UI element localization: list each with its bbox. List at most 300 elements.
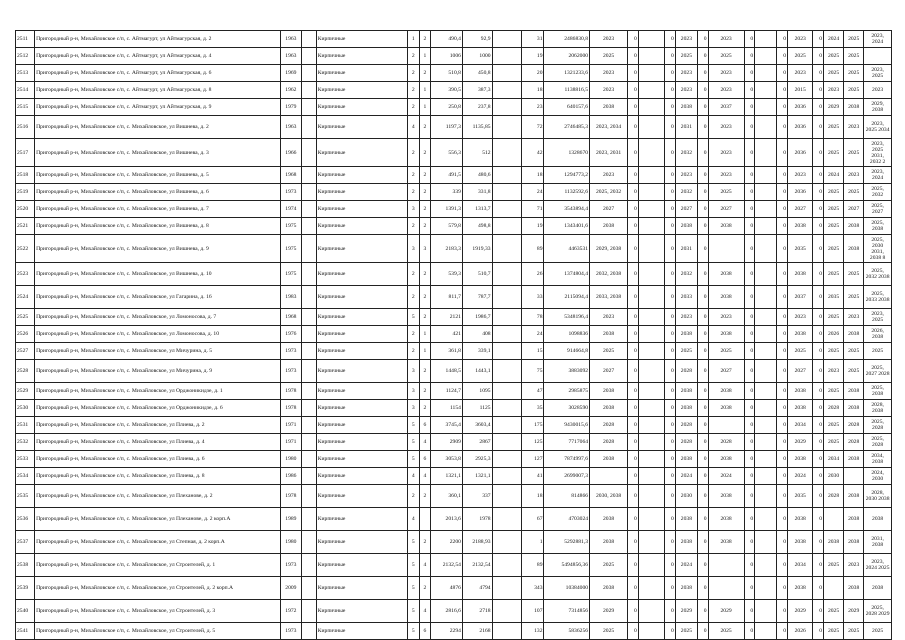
cell-value: 0	[665, 485, 676, 508]
cell-foundation-year: 2038	[787, 508, 812, 531]
cell-value: 0	[777, 139, 788, 167]
cell-value: 0	[698, 508, 709, 531]
cell-number: 2520	[16, 201, 35, 218]
cell-address: Пригородный р-н, Михайловское с/п, с. Михайловское, ул Строителей, д. 1	[35, 554, 281, 577]
cell-year: 1978	[280, 400, 301, 417]
cell-facade-year: 2038	[675, 577, 697, 600]
cell-years-summary: 2025, 2030 2031, 2038 8	[864, 235, 892, 263]
cell-blank-3	[638, 360, 664, 383]
cell-year-b: 2025	[844, 82, 864, 99]
cell-number: 2518	[16, 167, 35, 184]
cell-value: 0	[628, 434, 639, 451]
cell-wall-material: Кирпичные	[316, 531, 407, 554]
cell-blank-3	[638, 309, 664, 326]
cell-blank-2	[492, 286, 522, 309]
cell-years-summary: 2025, 2028	[864, 417, 892, 434]
cell-address: Пригородный р-н, Михайловское с/п, с. Михайловское, ул Плеханове, д. 2 корп.А	[35, 508, 281, 531]
cell-foundation-year: 2027	[787, 201, 812, 218]
cell-blank-2	[492, 554, 522, 577]
cell-entrances: 6	[419, 417, 431, 434]
cell-wall-material: Кирпичные	[316, 263, 407, 286]
cell-value: 0	[628, 116, 639, 139]
cell-value: 0	[813, 485, 824, 508]
cell-living-area: 480,6	[462, 167, 492, 184]
cell-year-a: 2025	[823, 218, 843, 235]
cell-blank-3	[638, 468, 664, 485]
cell-number: 2522	[16, 235, 35, 263]
cell-foundation-year: 2024	[787, 468, 812, 485]
cell-residents: 35	[522, 400, 544, 417]
cell-address: Пригородный р-н, Михайловское с/п, с. Михайловское, ул Ломоносова, д. 10	[35, 326, 281, 343]
cell-year: 1979	[280, 99, 301, 116]
cell-value: 0	[698, 235, 709, 263]
cell-cost: 9430015,6	[544, 417, 590, 434]
cell-blank-4	[755, 326, 777, 343]
cell-cost: 3543894,4	[544, 201, 590, 218]
cell-value: 0	[698, 468, 709, 485]
cell-year: 1963	[280, 48, 301, 65]
cell-year-b: 2038	[844, 235, 864, 263]
cell-value: 0	[665, 31, 676, 48]
cell-number: 2514	[16, 82, 35, 99]
cell-years-summary: 2025, 2028	[864, 434, 892, 451]
cell-facade-year: 2024	[675, 468, 697, 485]
table-row	[16, 623, 892, 640]
cell-blank-3	[638, 508, 664, 531]
cell-residents: 1	[522, 531, 544, 554]
cell-blank-2	[492, 218, 522, 235]
cell-value: 0	[744, 360, 755, 383]
cell-blank	[301, 65, 316, 82]
cell-roof-year: 2025	[590, 48, 628, 65]
table-body	[16, 31, 892, 640]
cell-foundation-year: 2036	[787, 184, 812, 201]
cell-facade-year: 2028	[675, 434, 697, 451]
cell-blank-4	[755, 309, 777, 326]
cell-value: 0	[628, 309, 639, 326]
cell-roof-year: 2038	[590, 326, 628, 343]
cell-roof-year: 2032, 2038	[590, 263, 628, 286]
cell-value: 0	[665, 451, 676, 468]
cell-foundation-year: 2038	[787, 577, 812, 600]
cell-years-summary: 2025	[864, 343, 892, 360]
cell-facade-year: 2025	[675, 343, 697, 360]
cell-year-a: 2028	[823, 485, 843, 508]
cell-value: 0	[628, 139, 639, 167]
cell-year-b: 2025	[844, 286, 864, 309]
cell-years-summary: 2025, 2038	[864, 218, 892, 235]
cell-total-area: 1391,3	[431, 201, 463, 218]
cell-year: 1963	[280, 116, 301, 139]
cell-roof-year: 2038	[590, 400, 628, 417]
cell-number: 2527	[16, 343, 35, 360]
table-row	[16, 468, 892, 485]
cell-living-area: 510,7	[462, 263, 492, 286]
cell-year-b: 2038	[844, 531, 864, 554]
cell-floors: 2	[407, 167, 419, 184]
cell-living-area: 331,8	[462, 184, 492, 201]
cell-living-area: 1919,33	[462, 235, 492, 263]
cell-year-b: 2038	[844, 326, 864, 343]
cell-blank-2	[492, 400, 522, 417]
cell-year-b: 2023	[844, 116, 864, 139]
cell-value: 0	[744, 434, 755, 451]
cell-total-area: 2183,3	[431, 235, 463, 263]
cell-address: Пригородный р-н, Михайловское с/п, с. Михайловское, ул Плеханове, д. 2	[35, 485, 281, 508]
cell-value: 0	[665, 400, 676, 417]
cell-value: 0	[698, 343, 709, 360]
cell-blank	[301, 468, 316, 485]
cell-floors: 2	[407, 286, 419, 309]
cell-foundation-year: 2035	[787, 485, 812, 508]
cell-value: 0	[628, 167, 639, 184]
cell-blank	[301, 554, 316, 577]
cell-value: 0	[665, 554, 676, 577]
cell-facade-year: 2038	[675, 326, 697, 343]
cell-blank-2	[492, 263, 522, 286]
cell-roof-year: 2023	[590, 65, 628, 82]
cell-value: 0	[628, 218, 639, 235]
cell-floors: 2	[407, 485, 419, 508]
cell-total-area: 2013,6	[431, 508, 463, 531]
cell-year: 1989	[280, 508, 301, 531]
cell-wall-material: Кирпичные	[316, 508, 407, 531]
table-row	[16, 383, 892, 400]
cell-value: 0	[665, 326, 676, 343]
table-row	[16, 434, 892, 451]
cell-entrances: 6	[419, 623, 431, 640]
cell-blank	[301, 531, 316, 554]
cell-years-summary: 2025, 2027 2028	[864, 360, 892, 383]
cell-years-summary: 2026, 2038	[864, 326, 892, 343]
cell-cost: 1138816,5	[544, 82, 590, 99]
cell-systems-year: 2023	[708, 139, 744, 167]
cell-address: Пригородный р-н, Михайловское с/п, с. Михайловское, ул Строителей, д. 3	[35, 600, 281, 623]
cell-blank-4	[755, 263, 777, 286]
cell-value: 0	[698, 82, 709, 99]
cell-total-area: 1154	[431, 400, 463, 417]
cell-entrances: 2	[419, 485, 431, 508]
cell-year-a: 2028	[823, 400, 843, 417]
cell-address: Пригородный р-н, Михайловское с/п, с. Михайловское, ул Строителей, д. 5	[35, 623, 281, 640]
cell-foundation-year: 2025	[787, 343, 812, 360]
cell-living-area: 512	[462, 139, 492, 167]
cell-roof-year: 2023	[590, 31, 628, 48]
cell-total-area: 1197,3	[431, 116, 463, 139]
cell-value: 0	[628, 184, 639, 201]
cell-year-a: 2038	[823, 531, 843, 554]
cell-total-area: 579,8	[431, 218, 463, 235]
cell-value: 0	[698, 184, 709, 201]
cell-cost: 2062000	[544, 48, 590, 65]
cell-blank	[301, 623, 316, 640]
cell-address: Пригородный р-н, Михайловское с/п, с. Михайловское, ул Мичурина, д. 5	[35, 343, 281, 360]
cell-blank	[301, 167, 316, 184]
cell-living-area: 2168	[462, 623, 492, 640]
cell-value: 0	[665, 218, 676, 235]
cell-address: Пригородный р-н, Михайловское с/п, с. Михайловское, ул Вишнева, д. 10	[35, 263, 281, 286]
cell-value: 0	[698, 201, 709, 218]
cell-floors: 2	[407, 82, 419, 99]
cell-systems-year: 2038	[708, 531, 744, 554]
cell-address: Пригородный р-н, Михайловское с/п, с. Айтмагурт, ул Айтмагурская, д. 8	[35, 82, 281, 99]
cell-address: Пригородный р-н, Михайловское с/п, с. Михайловское, ул Вишнева, д. 2	[35, 116, 281, 139]
cell-value: 0	[628, 48, 639, 65]
cell-foundation-year: 2029	[787, 434, 812, 451]
cell-living-area: 387,3	[462, 82, 492, 99]
cell-systems-year: 2038	[708, 485, 744, 508]
cell-value: 0	[744, 167, 755, 184]
cell-living-area: 1986,7	[462, 309, 492, 326]
cell-systems-year	[708, 554, 744, 577]
cell-total-area: 2816,6	[431, 600, 463, 623]
cell-years-summary: 2028, 2038	[864, 400, 892, 417]
cell-foundation-year: 2015	[787, 82, 812, 99]
cell-blank	[301, 360, 316, 383]
cell-number: 2513	[16, 65, 35, 82]
cell-number: 2526	[16, 326, 35, 343]
cell-value: 0	[777, 48, 788, 65]
cell-blank	[301, 139, 316, 167]
table-row	[16, 343, 892, 360]
cell-years-summary: 2025, 2033 2038	[864, 286, 892, 309]
cell-address: Пригородный р-н, Михайловское с/п, с. Михайловское, ул Степная, д. 2 корп.А	[35, 531, 281, 554]
cell-value: 0	[698, 99, 709, 116]
cell-number: 2521	[16, 218, 35, 235]
cell-facade-year: 2023	[675, 309, 697, 326]
cell-value: 0	[813, 99, 824, 116]
cell-number: 2512	[16, 48, 35, 65]
cell-year-b: 2038	[844, 400, 864, 417]
cell-entrances: 1	[419, 343, 431, 360]
cell-year: 1980	[280, 531, 301, 554]
cell-floors: 5	[407, 531, 419, 554]
cell-foundation-year: 2026	[787, 623, 812, 640]
cell-value: 0	[665, 263, 676, 286]
cell-floors: 2	[407, 99, 419, 116]
cell-address: Пригородный р-н, Михайловское с/п, с. Михайловское, ул Вишнева, д. 6	[35, 184, 281, 201]
cell-total-area: 2121	[431, 309, 463, 326]
cell-foundation-year: 2035	[787, 235, 812, 263]
cell-year: 1971	[280, 417, 301, 434]
cell-years-summary: 2038	[864, 577, 892, 600]
table-row	[16, 48, 892, 65]
cell-value: 0	[777, 400, 788, 417]
cell-address: Пригородный р-н, Михайловское с/п, с. Михайловское, ул Плиева, д. 8	[35, 468, 281, 485]
cell-residents: 78	[522, 309, 544, 326]
cell-value: 0	[744, 531, 755, 554]
cell-entrances: 4	[419, 600, 431, 623]
cell-value: 0	[628, 623, 639, 640]
cell-value: 0	[777, 417, 788, 434]
cell-value: 0	[744, 600, 755, 623]
cell-number: 2536	[16, 508, 35, 531]
cell-entrances: 2	[419, 577, 431, 600]
cell-years-summary: 2025, 2032	[864, 184, 892, 201]
cell-year-b: 2025	[844, 31, 864, 48]
cell-blank	[301, 116, 316, 139]
cell-blank-3	[638, 286, 664, 309]
cell-value: 0	[777, 468, 788, 485]
cell-year-b: 2038	[844, 383, 864, 400]
cell-facade-year: 2025	[675, 623, 697, 640]
cell-residents: 125	[522, 434, 544, 451]
cell-facade-year: 2038	[675, 531, 697, 554]
cell-entrances: 2	[419, 309, 431, 326]
cell-year-b: 2025	[844, 48, 864, 65]
cell-wall-material: Кирпичные	[316, 600, 407, 623]
cell-blank-4	[755, 623, 777, 640]
cell-year-a: 2024	[823, 167, 843, 184]
cell-facade-year: 2023	[675, 167, 697, 184]
cell-blank-2	[492, 201, 522, 218]
cell-floors: 5	[407, 600, 419, 623]
cell-facade-year: 2032	[675, 184, 697, 201]
cell-address: Пригородный р-н, Михайловское с/п, с. Михайловское, ул Плиева, д. 2	[35, 417, 281, 434]
cell-year-b: 2038	[844, 508, 864, 531]
cell-blank-2	[492, 468, 522, 485]
table-row	[16, 82, 892, 99]
cell-blank-2	[492, 235, 522, 263]
cell-systems-year: 2038	[708, 508, 744, 531]
cell-cost: 640157,6	[544, 99, 590, 116]
cell-roof-year: 2038	[590, 383, 628, 400]
cell-blank	[301, 508, 316, 531]
cell-facade-year: 2028	[675, 360, 697, 383]
cell-years-summary	[864, 48, 892, 65]
cell-year: 1971	[280, 434, 301, 451]
cell-address: Пригородный р-н, Михайловское с/п, с. Михайловское, ул Вишнева, д. 3	[35, 139, 281, 167]
cell-value: 0	[777, 326, 788, 343]
cell-value: 0	[813, 451, 824, 468]
cell-blank-4	[755, 184, 777, 201]
cell-value: 0	[744, 201, 755, 218]
cell-blank	[301, 400, 316, 417]
cell-blank-3	[638, 326, 664, 343]
cell-blank-3	[638, 554, 664, 577]
cell-year-a: 2025	[823, 343, 843, 360]
cell-total-area: 539,3	[431, 263, 463, 286]
cell-value: 0	[777, 434, 788, 451]
cell-systems-year: 2023	[708, 167, 744, 184]
cell-systems-year	[708, 577, 744, 600]
cell-roof-year: 2033, 2038	[590, 286, 628, 309]
cell-year-a: 2025	[823, 383, 843, 400]
cell-facade-year: 2025	[675, 48, 697, 65]
cell-year: 1975	[280, 235, 301, 263]
cell-value: 0	[813, 235, 824, 263]
cell-cost: 5836256	[544, 623, 590, 640]
cell-address: Пригородный р-н, Михайловское с/п, с. Михайловское, ул Орджоникидзе, д. 6	[35, 400, 281, 417]
cell-foundation-year: 2038	[787, 531, 812, 554]
cell-wall-material: Кирпичные	[316, 451, 407, 468]
cell-entrances: 2	[419, 167, 431, 184]
cell-year-a: 2034	[823, 451, 843, 468]
cell-residents: 18	[522, 82, 544, 99]
cell-systems-year: 2025	[708, 48, 744, 65]
cell-year-a: 2025	[823, 184, 843, 201]
cell-residents: 24	[522, 326, 544, 343]
cell-wall-material: Кирпичные	[316, 48, 407, 65]
cell-wall-material: Кирпичные	[316, 400, 407, 417]
cell-blank	[301, 485, 316, 508]
cell-year-a: 2025	[823, 235, 843, 263]
cell-number: 2532	[16, 434, 35, 451]
cell-foundation-year: 2037	[787, 286, 812, 309]
cell-value: 0	[777, 286, 788, 309]
cell-floors: 2	[407, 184, 419, 201]
cell-entrances: 3	[419, 235, 431, 263]
cell-value: 0	[665, 235, 676, 263]
cell-floors: 4	[407, 116, 419, 139]
cell-total-area: 2132,54	[431, 554, 463, 577]
cell-roof-year: 2029, 2038	[590, 235, 628, 263]
cell-blank-4	[755, 554, 777, 577]
cell-value: 0	[698, 218, 709, 235]
cell-floors: 5	[407, 434, 419, 451]
cell-blank-4	[755, 508, 777, 531]
cell-years-summary: 2029, 2038	[864, 99, 892, 116]
cell-value: 0	[698, 31, 709, 48]
cell-blank-4	[755, 82, 777, 99]
cell-value: 0	[744, 48, 755, 65]
cell-facade-year: 2031	[675, 235, 697, 263]
cell-living-area: 1000	[462, 48, 492, 65]
cell-year-b: 2023	[844, 554, 864, 577]
cell-cost: 2985875	[544, 383, 590, 400]
cell-blank-2	[492, 485, 522, 508]
cell-entrances: 2	[419, 139, 431, 167]
cell-value: 0	[628, 531, 639, 554]
cell-foundation-year: 2038	[787, 263, 812, 286]
cell-living-area: 237,8	[462, 99, 492, 116]
cell-year-a: 2029	[823, 99, 843, 116]
cell-value: 0	[628, 263, 639, 286]
cell-value: 0	[813, 623, 824, 640]
cell-value: 0	[628, 383, 639, 400]
cell-value: 0	[813, 218, 824, 235]
cell-value: 0	[777, 99, 788, 116]
cell-address: Пригородный р-н, Михайловское с/п, с. Айтмагурт, ул Айтмагурская, д. 6	[35, 65, 281, 82]
table-row	[16, 99, 892, 116]
table-row	[16, 235, 892, 263]
cell-blank-4	[755, 531, 777, 554]
cell-blank	[301, 286, 316, 309]
cell-facade-year: 2029	[675, 600, 697, 623]
cell-value: 0	[777, 167, 788, 184]
cell-floors: 2	[407, 139, 419, 167]
cell-year-b: 2025	[844, 263, 864, 286]
cell-year: 1976	[280, 326, 301, 343]
cell-blank-3	[638, 99, 664, 116]
cell-value: 0	[665, 139, 676, 167]
cell-value: 0	[813, 263, 824, 286]
cell-years-summary: 2025	[864, 623, 892, 640]
cell-roof-year: 2027	[590, 360, 628, 383]
cell-value: 0	[813, 201, 824, 218]
cell-blank-2	[492, 623, 522, 640]
cell-total-area: 1006	[431, 48, 463, 65]
cell-systems-year: 2023	[708, 31, 744, 48]
cell-wall-material: Кирпичные	[316, 31, 407, 48]
cell-address: Пригородный р-н, Михайловское с/п, с. Михайловское, ул Ломоносова, д. 7	[35, 309, 281, 326]
cell-value: 0	[813, 531, 824, 554]
cell-total-area: 4876	[431, 577, 463, 600]
cell-entrances: 1	[419, 326, 431, 343]
cell-wall-material: Кирпичные	[316, 434, 407, 451]
cell-facade-year: 2038	[675, 508, 697, 531]
cell-value: 0	[744, 99, 755, 116]
